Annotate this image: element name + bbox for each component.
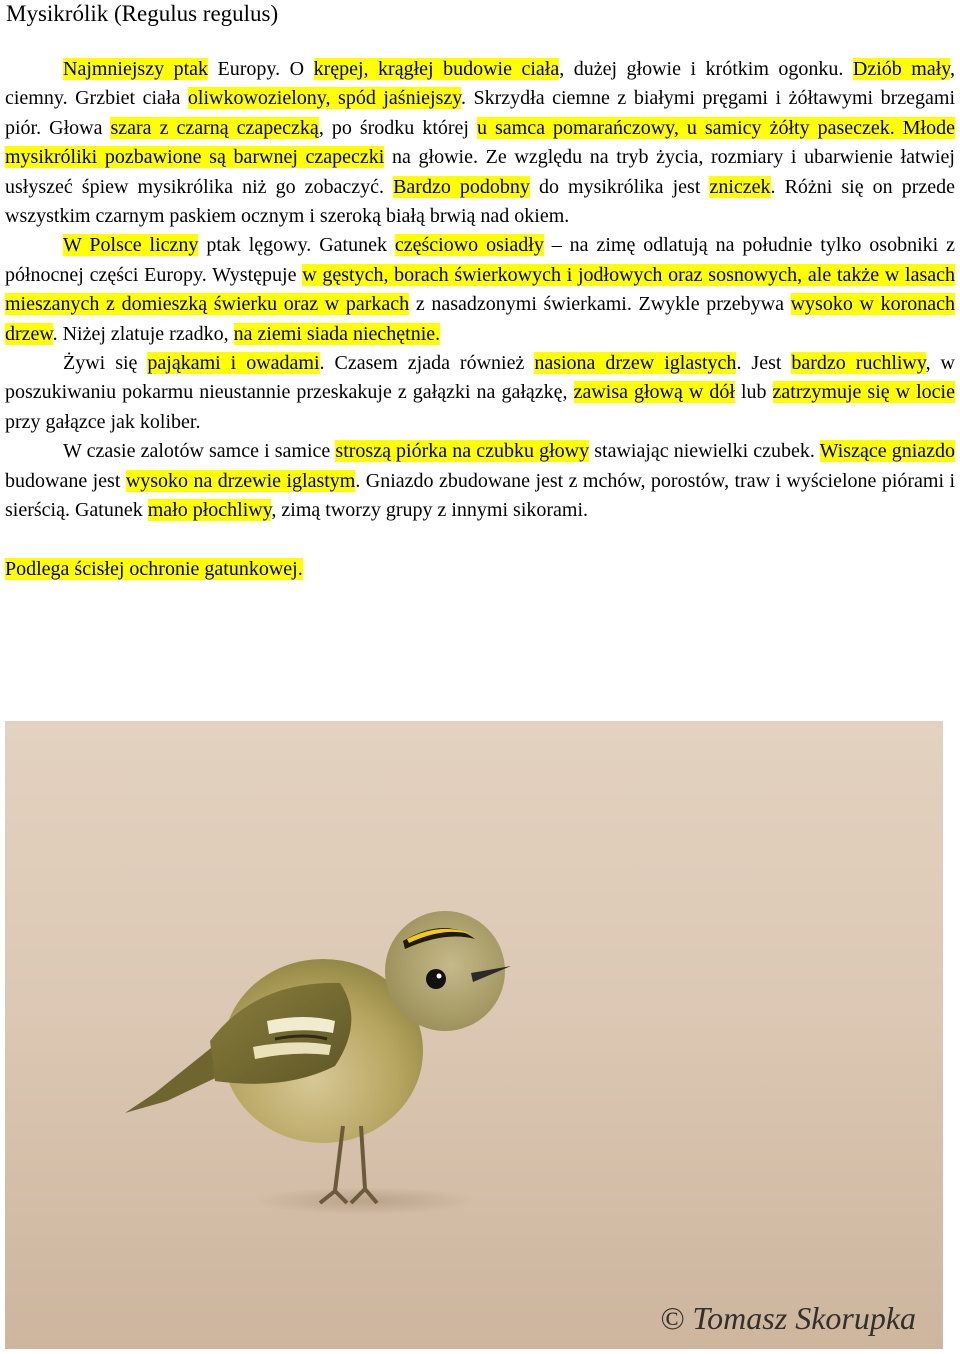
highlighted-text: pająkami i owadami	[147, 352, 320, 375]
text-run: lub	[734, 381, 773, 404]
text-run: , w poszukiwaniu pokarmu nieustannie przeskakuje z gałązki na gałązkę,	[5, 352, 955, 404]
highlighted-text: Podlega ścisłej ochronie gatunkowej.	[5, 557, 303, 580]
paragraph	[5, 55, 955, 231]
text-run: – na zimę odlatują na południe tylko osobniki z północnej części Europy. Występuje	[5, 234, 955, 286]
highlighted-text: oliwkowozielony, spód jaśniejszy	[187, 87, 461, 110]
highlighted-text: częściowo osiadły	[394, 234, 544, 257]
paragraph	[5, 231, 955, 349]
highlighted-text: bardzo ruchliwy	[791, 352, 926, 375]
text-run: na głowie. Ze względu na tryb życia, rozmiary i ubarwienie łatwiej usłyszeć śpiew mysikrólika niż go zobaczyć.	[5, 146, 955, 198]
text-run: z nasadzonymi świerkami. Zwykle przebywa	[409, 293, 791, 316]
bird-photo	[5, 721, 943, 1349]
paragraph	[5, 437, 955, 525]
highlighted-text: zatrzymuje się w locie	[772, 381, 955, 404]
text-run: ptak lęgowy. Gatunek	[198, 234, 395, 257]
text-run: , dużej głowie i krótkim ogonku.	[559, 58, 853, 80]
highlighted-text: zniczek	[709, 175, 771, 198]
highlighted-text: mało płochliwy	[147, 499, 272, 522]
text-run: Żywi się	[63, 352, 148, 375]
text-run: . Niżej zlatuje rzadko,	[52, 322, 234, 345]
text-run: stawiając niewielki czubek.	[589, 440, 820, 463]
text-run: . Skrzydła ciemne z białymi pręgami i żółtawymi brzegami piór	[5, 87, 956, 139]
highlighted-text: wysoko na drzewie iglastym	[125, 469, 356, 492]
highlighted-text: Bardzo podobny	[393, 175, 530, 198]
text-run: do mysikrólika jest	[529, 175, 710, 198]
highlighted-text: nasiona drzew iglastych	[534, 352, 737, 375]
highlighted-text: w gęstych, borach świerkowych i jodłowych oraz sosnowych, ale także w lasach mieszanych z domieszką świerku oraz w parkach	[5, 263, 956, 316]
paragraph	[5, 349, 955, 437]
text-run: . Głowa	[36, 116, 111, 139]
highlighted-text: Dziób mały	[852, 58, 950, 80]
highlighted-text: krępej, krągłej budowie ciała	[313, 58, 560, 80]
highlighted-text: na ziemi siada niechętnie.	[233, 322, 441, 345]
text-run: W czasie zalotów samce i samice	[63, 440, 336, 463]
text-run: , ciemny. Grzbiet ciała	[5, 58, 955, 110]
highlighted-text: wysoko w koronach drzew	[5, 293, 955, 345]
highlighted-text: u samca pomarańczowy, u samicy żółty paseczek	[476, 116, 890, 139]
highlighted-text: zawisa głową w dół	[573, 381, 735, 404]
highlighted-text: stroszą piórka na czubku głowy	[335, 440, 590, 463]
highlighted-text: W Polsce liczny	[63, 234, 199, 257]
highlighted-text: Najmniejszy ptak	[63, 58, 209, 80]
highlighted-text: . Młode mysikróliki pozbawione są barwnej czapeczki	[5, 116, 955, 169]
photo-credit: © Tomasz Skorupka	[660, 1300, 917, 1336]
text-run: przy gałązce jak koliber.	[5, 410, 201, 433]
text-run: . Gniazdo zbudowane jest z mchów, porostów, traw i wyścielone piórami i sierścią. Gatunek	[5, 469, 955, 522]
paragraph	[5, 555, 955, 584]
text-run: budowane jest	[5, 469, 126, 492]
text-run: . Czasem zjada również	[319, 352, 535, 375]
page-title: Mysikrólik (Regulus regulus)	[6, 1, 279, 26]
text-run: . Jest	[736, 352, 792, 375]
text-run: , zimą tworzy grupy z innymi sikorami.	[271, 499, 589, 522]
text-run: . Różni się on przede wszystkim czarnym paskiem ocznym i szeroką białą brwią nad okiem.	[5, 175, 956, 228]
document-body	[5, 55, 955, 584]
text-run: Europy. O	[208, 58, 314, 80]
highlighted-text: szara z czarną czapeczką	[110, 116, 319, 139]
highlighted-text: Wiszące gniazdo	[819, 440, 956, 463]
text-run: , po środku której	[318, 116, 477, 139]
